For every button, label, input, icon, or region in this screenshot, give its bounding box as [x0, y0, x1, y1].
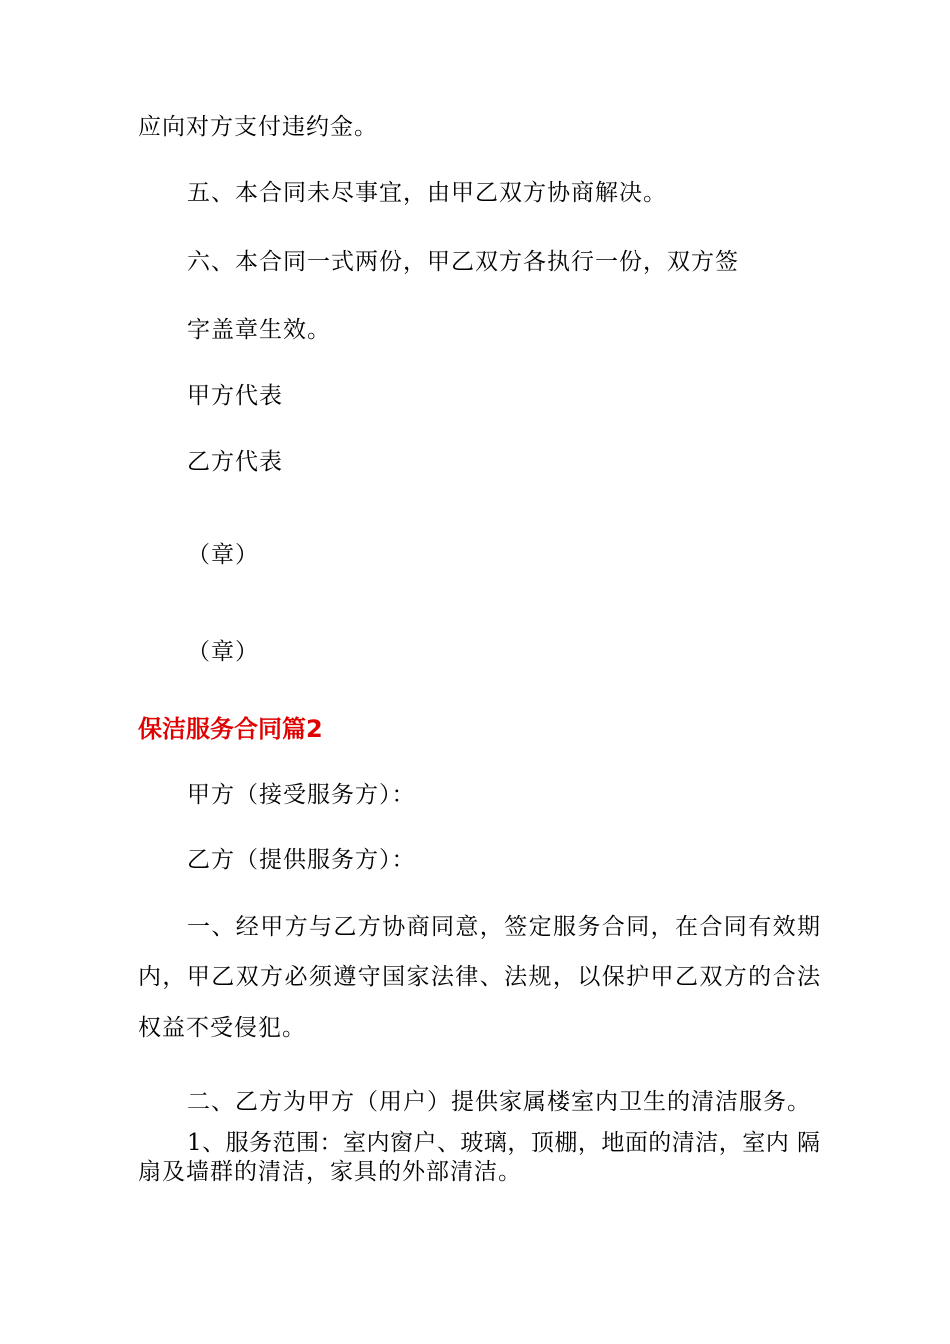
- item-1-line: 扇及墙群的清洁，家具的外部清洁。: [138, 1159, 522, 1185]
- party-a-line: 甲方（接受服务方）：: [187, 782, 416, 808]
- seal-label: （章）: [187, 639, 259, 665]
- party-b-representative: 乙方代表: [187, 449, 283, 475]
- party-b-line: 乙方（提供服务方）：: [187, 847, 416, 873]
- seal-label: （章）: [187, 542, 259, 568]
- section-heading: 保洁服务合同篇2: [138, 715, 323, 743]
- clause-1-line: 权益不受侵犯。: [138, 1015, 306, 1041]
- paragraph-line: 应向对方支付违约金。: [138, 114, 378, 140]
- paragraph-line: 五、本合同未尽事宜，由甲乙双方协商解决。: [187, 180, 667, 206]
- item-1-line: 1、服务范围：室内窗户、玻璃，顶棚，地面的清洁，室内 隔: [187, 1130, 820, 1156]
- party-a-representative: 甲方代表: [187, 383, 283, 409]
- clause-1-line: 内，甲乙双方必须遵守国家法律、法规，以保护甲乙双方的合法: [138, 964, 820, 990]
- clause-1-line: 一、经甲方与乙方协商同意，签定服务合同，在合同有效期: [187, 914, 820, 940]
- paragraph-line: 六、本合同一式两份，甲乙双方各执行一份，双方签: [187, 249, 739, 275]
- paragraph-line: 字盖章生效。: [187, 317, 331, 343]
- clause-2-line: 二、乙方为甲方（用户）提供家属楼室内卫生的清洁服务。: [187, 1089, 811, 1115]
